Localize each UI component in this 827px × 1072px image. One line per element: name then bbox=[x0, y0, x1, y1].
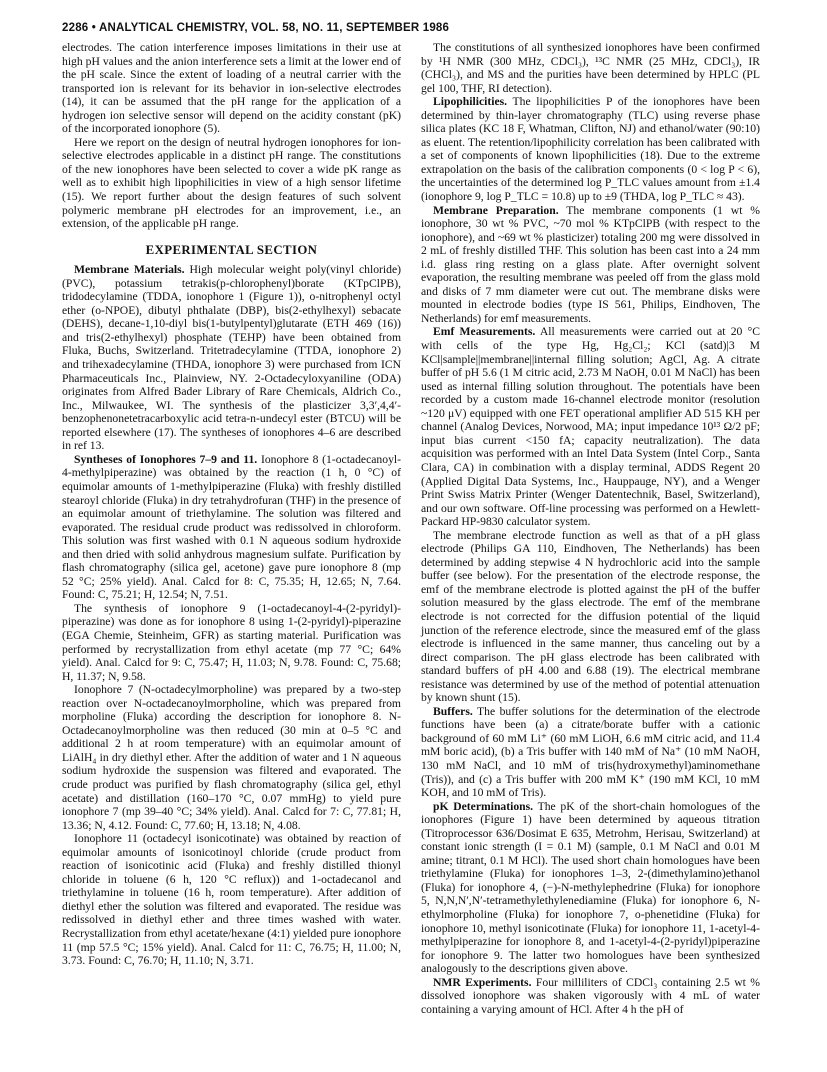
intro-paragraph-1: electrodes. The cation interference imposes limitations in their use at high pH values and the anion interference sets a limit at the lower end of the pH scale. Since the extent of loading of a neutral carrier with the transported ion is relevant for its behavior in ion-selective electrodes (14), it can be assumed that the pH range for the application of a hydrogen ion selective sensor will depend on the acidity constant (pK) of the incorporated ionophore (5). bbox=[62, 41, 401, 136]
right-column bbox=[421, 41, 760, 1016]
pk-determinations-paragraph bbox=[421, 800, 760, 976]
nmr-experiments-paragraph bbox=[421, 976, 760, 1017]
syntheses-paragraph bbox=[62, 453, 401, 602]
electrode-function-paragraph: The membrane electrode function as well as that of a pH glass electrode (Philips GA 110, Eindhoven, The Netherlands) has been determined by adding stepwise 4 N hydrochloric acid into the sample buffer (see below). For the presentation of the electrode response, the emf of the membrane electrode is plotted against the pH of the buffer solution measured by the glass electrode. The emf of the membrane electrode is not corrected for the diffusion potential of the liquid junction of the reference electrode, since the measured emf of the glass electrode is influenced in the same manner, thus canceling out by a direct comparison. The pH glass electrode has been calibrated with standard buffers of pH 4.00 and 6.88 (19). The electrical membrane resistance was determined by use of the method of potential attenuation by known shunt (15). bbox=[421, 528, 760, 705]
lipophilicities-heading: Lipophilicities. bbox=[433, 95, 508, 109]
ionophore-7-paragraph: Ionophore 7 (N-octadecylmorpholine) was prepared by a two-step reaction over N-octadecanoylmorpholine, which was prepared from morpholine (Fluka) according the description for ionophore 8. N-Octadecanoylmorpholine was then reduced (30 min at 0–5 °C and additional 2 h at room temperature) with an equimolar amount of LiAlH₄ in dry diethyl ether. After the addition of water and 1 N aqueous sodium hydroxide the suspension was filtered and evaporated. The crude product was purified by flash chromatography (silica gel, ethyl acetate) and distillation (160–170 °C, 0.07 mmHg) to yield pure ionophore 7 (mp 39–40 °C; 34% yield). Anal. Calcd for 7: C, 77.81; H, 13.36; N, 4.12. Found: C, 77.60; H, 13.18; N, 4.08. bbox=[62, 683, 401, 832]
membrane-materials-text: High molecular weight poly(vinyl chloride) (PVC), potassium tetrakis(p-chlorophenyl)borate (KTpClPB), tridodecylamine (TDDA, ionophore 1 (Figure 1)), o-nitrophenyl octyl ether (o-NPOE), dibutyl phthalate (DBP), bis(2-ethylhexyl) sebacate (DEHS), decane-1,10-diyl bis(1-butylpentyl)glutarate (ETH 469 (16)) and tris(2-ethylhexyl) phosphate (TEHP) have been obtained from Fluka, Buchs, Switzerland. Tritetradecylamine (TTDA, ionophore 2) and trihexadecylamine (THDA, ionophore 3) were purchased from ICN Pharmaceuticals Inc., Plainview, NY. 2-Octadecyloxyaniline (ODA) originates from Alfred Bader Library of Rare Chemicals, Aldrich Co., Inc., Milwaukee, WI. The synthesis of the plasticizer 3,3′,4,4′-benzophenonetetracarboxylic acid tetra-n-undecyl ester (BTCU) will be reported elsewhere (17). The syntheses of ionophores 4–6 are described in ref 13. bbox=[62, 263, 401, 453]
nmr-experiments-text: Four milliliters of CDCl₃ containing 2.5 wt % dissolved ionophore was shaken vigorously with 4 mL of water containing a varying amount of HCl. After 4 h the pH of bbox=[421, 975, 760, 1016]
pk-determinations-heading: pK Determinations. bbox=[433, 799, 534, 813]
constitutions-paragraph: The constitutions of all synthesized ionophores have been confirmed by ¹H NMR (300 MHz, CDCl₃), ¹³C NMR (25 MHz, CDCl₃), IR (CHCl₃), and MS and the purities have been determined by HPLC (PL gel 100, THF, RI detection). bbox=[421, 41, 760, 95]
page-header: 2286 • ANALYTICAL CHEMISTRY, VOL. 58, NO. 11, SEPTEMBER 1986 bbox=[62, 22, 450, 34]
ionophore-11-paragraph: Ionophore 11 (octadecyl isonicotinate) was obtained by reaction of equimolar amounts of isonicotinoyl chloride (crude product from reaction of isonicotinic acid (Fluka) and freshly distilled thionyl chloride in toluene (6 h, 120 °C reflux)) and 1-octadecanol and triethylamine in toluene (16 h, room temperature). After addition of diethyl ether the solution was filtered and evaporated. The residue was redissolved in diethyl ether and three times washed with water. Recrystallization from ethyl acetate/hexane (4:1) yielded pure ionophore 11 (mp 57.5 °C; 15% yield). Anal. Calcd for 11: C, 76.75; H, 11.00; N, 3.73. Found: C, 76.70; H, 11.10; N, 3.71. bbox=[62, 832, 401, 968]
nmr-experiments-heading: NMR Experiments. bbox=[433, 975, 532, 989]
buffers-paragraph bbox=[421, 705, 760, 800]
section-title: EXPERIMENTAL SECTION bbox=[145, 242, 318, 257]
buffers-heading: Buffers. bbox=[433, 704, 473, 718]
lipophilicities-paragraph bbox=[421, 95, 760, 203]
syntheses-text: Ionophore 8 (1-octadecanoyl-4-methylpiperazine) was obtained by the reaction (1 h, 0 °C) of equimolar amounts of 1-methylpiperazine (Fluka) with freshly distilled stearoyl chloride (Fluka) in dry tetrahydrofuran (THF) in the presence of an equimolar amount of triethylamine. The solution was filtered and evaporated. The residual crude product was redissolved in chloroform. This solution was first washed with 0.1 N aqueous sodium hydroxide and then dried with solid anhydrous magnesium sulfate. Purification by flash chromatography (silica gel, acetone) gave pure ionophore 8 (mp 52 °C; 25% yield). Anal. Calcd for 8: C, 75.35; H, 12.65; N, 7.64. Found: C, 75.21; H, 12.54; N, 7.51. bbox=[62, 452, 401, 602]
syntheses-heading: Syntheses of Ionophores 7–9 and 11. bbox=[74, 452, 258, 466]
pk-determinations-text: The pK of the short-chain homologues of the ionophores (Figure 1) have been determined by aqueous titration (Titroprocessor 636/Dosimat E 635, Metrohm, Herisau, Switzerland) at constant ionic strength (I = 0.1 M) (sample, 0.1 M NaCl and 0.01 M amine; titrant, 0.1 M HCl). The used short chain homologues have been triethylamine (Fluka) for ionophores 1–3, 2-(dimethylamino)ethanol (Fluka) for ionophore 4, (−)-N-methylephedrine (Fluka) for ionophore 5, N,N,N′,N′-tetramethylethylenediamine (Fluka) for ionophore 6, N-ethylmorpholine (Fluka) for ionophore 7, o-phenetidine (Fluka) for ionophore 10, methyl isonicotinate (Fluka) for ionophore 11, 1-acetyl-4-methylpiperazine for ionophore 8, and 1-acetyl-4-(2-pyridyl)piperazine for ionophore 9. The latter two homologues have been synthesized analogously to the descriptions given above. bbox=[421, 799, 760, 976]
emf-measurements-heading: Emf Measurements. bbox=[433, 325, 536, 339]
buffers-text: The buffer solutions for the determination of the electrode functions have been (a) a citrate/borate buffer with a cationic background of 60 mM Li⁺ (60 mM LiOH, 6.6 mM citric acid, and 11.4 mM boric acid), (b) a Tris buffer with 140 mM of Na⁺ (10 mM NaOH, 130 mM NaCl, and 10 mM of tris(hydroxymethyl)aminomethane (Tris)), and (c) a Tris buffer with 200 mM K⁺ (190 mM KCl, 10 mM KOH, and 10 mM of Tris). bbox=[421, 704, 760, 800]
emf-measurements-text: All measurements were carried out at 20 °C with cells of the type Hg, Hg₂Cl₂; KCl (satd)|3 M KCl|sample||membrane||internal filling solution; AgCl, Ag. A citrate buffer of pH 5.6 (1 M citric acid, 2.73 M NaOH, 0.01 M NaCl) has been used as internal filling solution throughout. The potentials have been recorded by a custom made 16-channel electrode monitor (resolution ~120 μV) equipped with one FET operational amplifier AD 515 KH per channel (Analog Devices, Norwood, MA; input impedance 10¹³ Ω/2 pF; input bias current <150 fA; capacity neutralization). The data acquisition was performed with an Intel Data System (Intel Corp., Santa Clara, CA) in combination with a display terminal, ADDS Regent 20 (Applied Digital Data Systems, Inc., Hauppauge, NY), and a Wenger Print Swiss Matrix Printer (Wenger Datentechnik, Basel, Switzerland), and our own software. Off-line processing was performed on a Hewlett-Packard HP-9830 calculator system. bbox=[421, 325, 760, 529]
membrane-materials-paragraph bbox=[62, 263, 401, 453]
membrane-preparation-heading: Membrane Preparation. bbox=[433, 203, 559, 217]
ionophore-9-paragraph: The synthesis of ionophore 9 (1-octadecanoyl-4-(2-pyridyl)-piperazine) was done as for ionophore 8 using 1-(2-pyridyl)-piperazine (EGA Chemie, Steinheim, GFR) as starting material. Purification was performed by recrystallization from ethyl acetate (mp 77 °C; 64% yield). Anal. Calcd for 9: C, 75.47; H, 11.03; N, 9.78. Found: C, 75.68; H, 11.37; N, 9.58. bbox=[62, 601, 401, 683]
membrane-materials-heading: Membrane Materials. bbox=[74, 263, 185, 277]
membrane-preparation-text: The membrane components (1 wt % ionophore, 30 wt % PVC, ~70 mol % KTpClPB (with respect to the ionophore), and ~69 wt % plasticizer) totaling 200 mg were dissolved in 2 mL of freshly distilled THF. This solution has been cast into a 24 mm i.d. glass ring resting on a glass plate. After overnight solvent evaporation, the resulting membrane was peeled off from the glass mold and disks of 7 mm diameter were cut out. The membrane disks were mounted in electrode bodies (type IS 561, Philips, Eindhoven, The Netherlands) for emf measurements. bbox=[421, 203, 760, 325]
lipophilicities-text: The lipophilicities P of the ionophores have been determined by thin-layer chromatography (TLC) using reverse phase silica plates (KC 18 F, Whatman, Clifton, NJ) and ethanol/water (90:10) as eluent. The retention/lipophilicity correlation has been calibrated with a set of components of known lipophilicities (18). Due to the extreme extrapolation on the basis of the calibration components (0 < log P < 6), the uncertainties of the determined log P_TLC values amount from ±1.4 (ionophore 9, log P_TLC = 10.8) up to ±9 (THDA, log P_TLC ≈ 43). bbox=[421, 95, 761, 204]
emf-measurements-paragraph bbox=[421, 325, 760, 528]
intro-paragraph-2: Here we report on the design of neutral hydrogen ionophores for ion-selective electrodes applicable in a distinct pH range. The constitutions of the new ionophores have been selected to cover a wide pK range as well as to exhibit high lipophilicities in view of a high sensor lifetime (15). We report further about the design features of such solvent polymeric membrane pH electrodes for an improvement, i.e., an extension, of the applicable pH range. bbox=[62, 135, 401, 231]
left-column bbox=[62, 41, 401, 968]
membrane-preparation-paragraph bbox=[421, 204, 760, 326]
